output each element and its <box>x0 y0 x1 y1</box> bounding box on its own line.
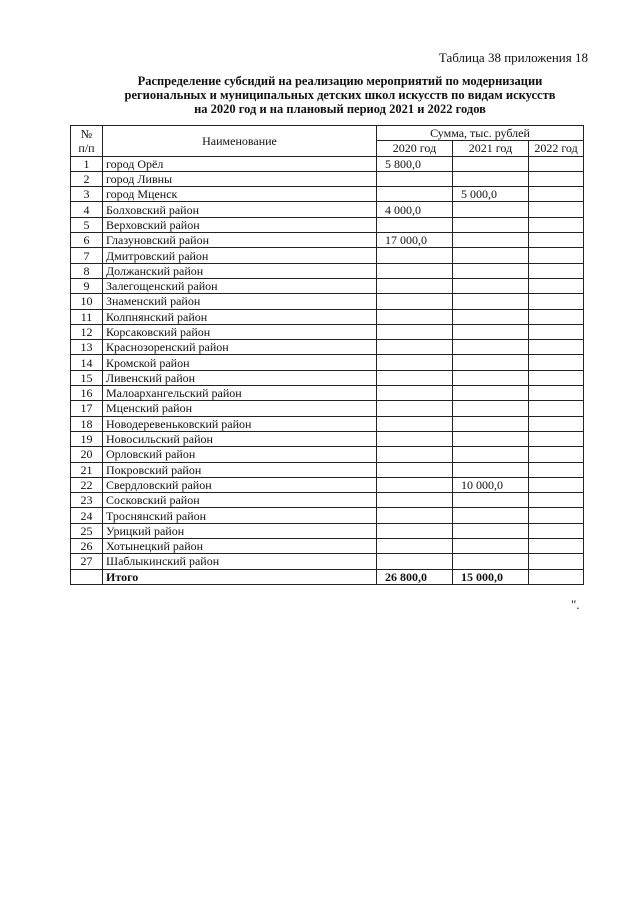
row-value-2020 <box>377 508 453 523</box>
row-value-2021: 5 000,0 <box>453 187 529 202</box>
row-name: Свердловский район <box>103 477 377 492</box>
row-value-2022 <box>529 539 584 554</box>
row-name: Новосильский район <box>103 431 377 446</box>
row-value-2022 <box>529 217 584 232</box>
row-value-2020 <box>377 370 453 385</box>
table-row <box>71 523 584 538</box>
row-name: Глазуновский район <box>103 233 377 248</box>
row-value-2022 <box>529 508 584 523</box>
table-row <box>71 324 584 339</box>
row-name: город Орёл <box>103 156 377 171</box>
row-value-2021 <box>453 217 529 232</box>
header-number-symbol: № <box>80 126 93 141</box>
row-value-2020 <box>377 324 453 339</box>
row-value-2021 <box>453 401 529 416</box>
row-value-2021 <box>453 462 529 477</box>
table-row <box>71 508 584 523</box>
row-value-2020: 17 000,0 <box>377 233 453 248</box>
row-value-2022 <box>529 156 584 171</box>
row-number: 23 <box>71 493 103 508</box>
row-number: 14 <box>71 355 103 370</box>
row-value-2021 <box>453 493 529 508</box>
row-value-2022 <box>529 523 584 538</box>
table-row <box>71 539 584 554</box>
row-value-2021 <box>453 539 529 554</box>
row-name: Ливенский район <box>103 370 377 385</box>
table-row <box>71 477 584 492</box>
title-line: на 2020 год и на плановый период 2021 и 2022 годов <box>194 102 486 116</box>
row-value-2021 <box>453 523 529 538</box>
row-number: 25 <box>71 523 103 538</box>
table-row <box>71 156 584 171</box>
table-row <box>71 294 584 309</box>
header-year-2022: 2022 год <box>529 141 584 156</box>
row-name: Сосковский район <box>103 493 377 508</box>
row-value-2020: 4 000,0 <box>377 202 453 217</box>
row-value-2022 <box>529 171 584 186</box>
row-value-2022 <box>529 202 584 217</box>
row-value-2020 <box>377 340 453 355</box>
row-number: 12 <box>71 324 103 339</box>
header-number-abbrev: п/п <box>78 140 95 155</box>
total-2020: 26 800,0 <box>377 569 453 584</box>
row-number: 8 <box>71 263 103 278</box>
table-row <box>71 554 584 569</box>
row-name: Колпнянский район <box>103 309 377 324</box>
row-name: Верховский район <box>103 217 377 232</box>
total-row <box>71 569 584 584</box>
row-number: 15 <box>71 370 103 385</box>
row-name: Залегощенский район <box>103 278 377 293</box>
row-number: 2 <box>71 171 103 186</box>
row-value-2021 <box>453 386 529 401</box>
total-label: Итого <box>103 569 377 584</box>
row-value-2020 <box>377 477 453 492</box>
row-number: 5 <box>71 217 103 232</box>
row-value-2022 <box>529 554 584 569</box>
row-value-2021 <box>453 355 529 370</box>
row-value-2020 <box>377 401 453 416</box>
row-value-2020 <box>377 217 453 232</box>
table-row <box>71 248 584 263</box>
table-row <box>71 431 584 446</box>
row-value-2022 <box>529 324 584 339</box>
subsidy-table <box>70 125 584 585</box>
table-row <box>71 493 584 508</box>
row-name: Малоархангельский район <box>103 386 377 401</box>
table-row <box>71 233 584 248</box>
row-value-2021 <box>453 416 529 431</box>
row-name: Орловский район <box>103 447 377 462</box>
table-row <box>71 217 584 232</box>
row-value-2020 <box>377 539 453 554</box>
title-line: Распределение субсидий на реализацию мероприятий по модернизации <box>137 74 543 88</box>
row-value-2022 <box>529 309 584 324</box>
row-value-2022 <box>529 386 584 401</box>
row-value-2021 <box>453 202 529 217</box>
table-row <box>71 263 584 278</box>
header-year-2021: 2021 год <box>453 141 529 156</box>
row-value-2022 <box>529 416 584 431</box>
row-value-2022 <box>529 294 584 309</box>
row-value-2022 <box>529 462 584 477</box>
row-value-2020 <box>377 523 453 538</box>
header-year-2020: 2020 год <box>377 141 453 156</box>
row-value-2021 <box>453 309 529 324</box>
row-value-2022 <box>529 447 584 462</box>
row-number: 13 <box>71 340 103 355</box>
row-value-2022 <box>529 263 584 278</box>
row-number: 21 <box>71 462 103 477</box>
row-name: Урицкий район <box>103 523 377 538</box>
row-name: Хотынецкий район <box>103 539 377 554</box>
table-row <box>71 278 584 293</box>
row-value-2021 <box>453 340 529 355</box>
row-value-2020 <box>377 447 453 462</box>
row-value-2021 <box>453 324 529 339</box>
table-caption: Таблица 38 приложения 18 <box>438 50 588 65</box>
row-name: Знаменский район <box>103 294 377 309</box>
row-number: 4 <box>71 202 103 217</box>
row-number: 9 <box>71 278 103 293</box>
row-value-2020 <box>377 493 453 508</box>
row-value-2022 <box>529 355 584 370</box>
title-line: региональных и муниципальных детских школ искусств по видам искусств <box>124 88 556 102</box>
total-2021: 15 000,0 <box>453 569 529 584</box>
row-name: Троснянский район <box>103 508 377 523</box>
closing-quote: ". <box>571 597 580 612</box>
row-number: 11 <box>71 309 103 324</box>
row-value-2021 <box>453 554 529 569</box>
row-name: Корсаковский район <box>103 324 377 339</box>
row-value-2021 <box>453 447 529 462</box>
row-value-2022 <box>529 340 584 355</box>
table-row <box>71 187 584 202</box>
row-value-2020 <box>377 278 453 293</box>
table-row <box>71 202 584 217</box>
row-value-2021 <box>453 278 529 293</box>
row-value-2022 <box>529 477 584 492</box>
row-number: 19 <box>71 431 103 446</box>
row-value-2020 <box>377 386 453 401</box>
row-value-2020 <box>377 294 453 309</box>
row-value-2022 <box>529 278 584 293</box>
table-row <box>71 401 584 416</box>
row-value-2020 <box>377 355 453 370</box>
row-number: 10 <box>71 294 103 309</box>
row-value-2020 <box>377 248 453 263</box>
header-number <box>71 126 103 157</box>
row-name: Мценский район <box>103 401 377 416</box>
header-name: Наименование <box>103 126 377 157</box>
row-number: 16 <box>71 386 103 401</box>
row-value-2021 <box>453 263 529 278</box>
row-value-2021 <box>453 156 529 171</box>
table-body <box>71 156 584 569</box>
row-name: Шаблыкинский район <box>103 554 377 569</box>
row-name: город Ливны <box>103 171 377 186</box>
row-value-2020 <box>377 171 453 186</box>
row-value-2020 <box>377 462 453 477</box>
table-row <box>71 340 584 355</box>
total-number-cell <box>71 569 103 584</box>
row-value-2022 <box>529 431 584 446</box>
row-value-2021 <box>453 370 529 385</box>
row-value-2021 <box>453 294 529 309</box>
table-row <box>71 447 584 462</box>
row-value-2020 <box>377 187 453 202</box>
row-number: 24 <box>71 508 103 523</box>
row-name: Должанский район <box>103 263 377 278</box>
row-number: 6 <box>71 233 103 248</box>
row-name: Болховский район <box>103 202 377 217</box>
row-value-2022 <box>529 187 584 202</box>
table-row <box>71 416 584 431</box>
row-number: 22 <box>71 477 103 492</box>
row-name: Покровский район <box>103 462 377 477</box>
row-value-2022 <box>529 401 584 416</box>
row-number: 1 <box>71 156 103 171</box>
row-name: Краснозоренский район <box>103 340 377 355</box>
row-value-2020 <box>377 416 453 431</box>
table-row <box>71 462 584 477</box>
table-row <box>71 370 584 385</box>
row-number: 7 <box>71 248 103 263</box>
row-name: Дмитровский район <box>103 248 377 263</box>
row-number: 27 <box>71 554 103 569</box>
row-value-2022 <box>529 370 584 385</box>
row-value-2021 <box>453 508 529 523</box>
row-name: город Мценск <box>103 187 377 202</box>
header-sum: Сумма, тыс. рублей <box>377 126 584 141</box>
row-value-2020 <box>377 554 453 569</box>
table-row <box>71 386 584 401</box>
row-number: 26 <box>71 539 103 554</box>
row-value-2020 <box>377 263 453 278</box>
row-number: 17 <box>71 401 103 416</box>
row-value-2020 <box>377 309 453 324</box>
document-title <box>60 74 620 116</box>
table-row <box>71 355 584 370</box>
row-value-2022 <box>529 248 584 263</box>
row-value-2021 <box>453 248 529 263</box>
row-number: 3 <box>71 187 103 202</box>
row-name: Кромской район <box>103 355 377 370</box>
row-number: 18 <box>71 416 103 431</box>
table-row <box>71 309 584 324</box>
table-row <box>71 171 584 186</box>
row-value-2021 <box>453 171 529 186</box>
row-value-2020 <box>377 431 453 446</box>
total-2022 <box>529 569 584 584</box>
row-value-2020: 5 800,0 <box>377 156 453 171</box>
row-value-2021: 10 000,0 <box>453 477 529 492</box>
row-value-2022 <box>529 493 584 508</box>
row-number: 20 <box>71 447 103 462</box>
row-name: Новодеревеньковский район <box>103 416 377 431</box>
row-value-2021 <box>453 431 529 446</box>
row-value-2021 <box>453 233 529 248</box>
row-value-2022 <box>529 233 584 248</box>
